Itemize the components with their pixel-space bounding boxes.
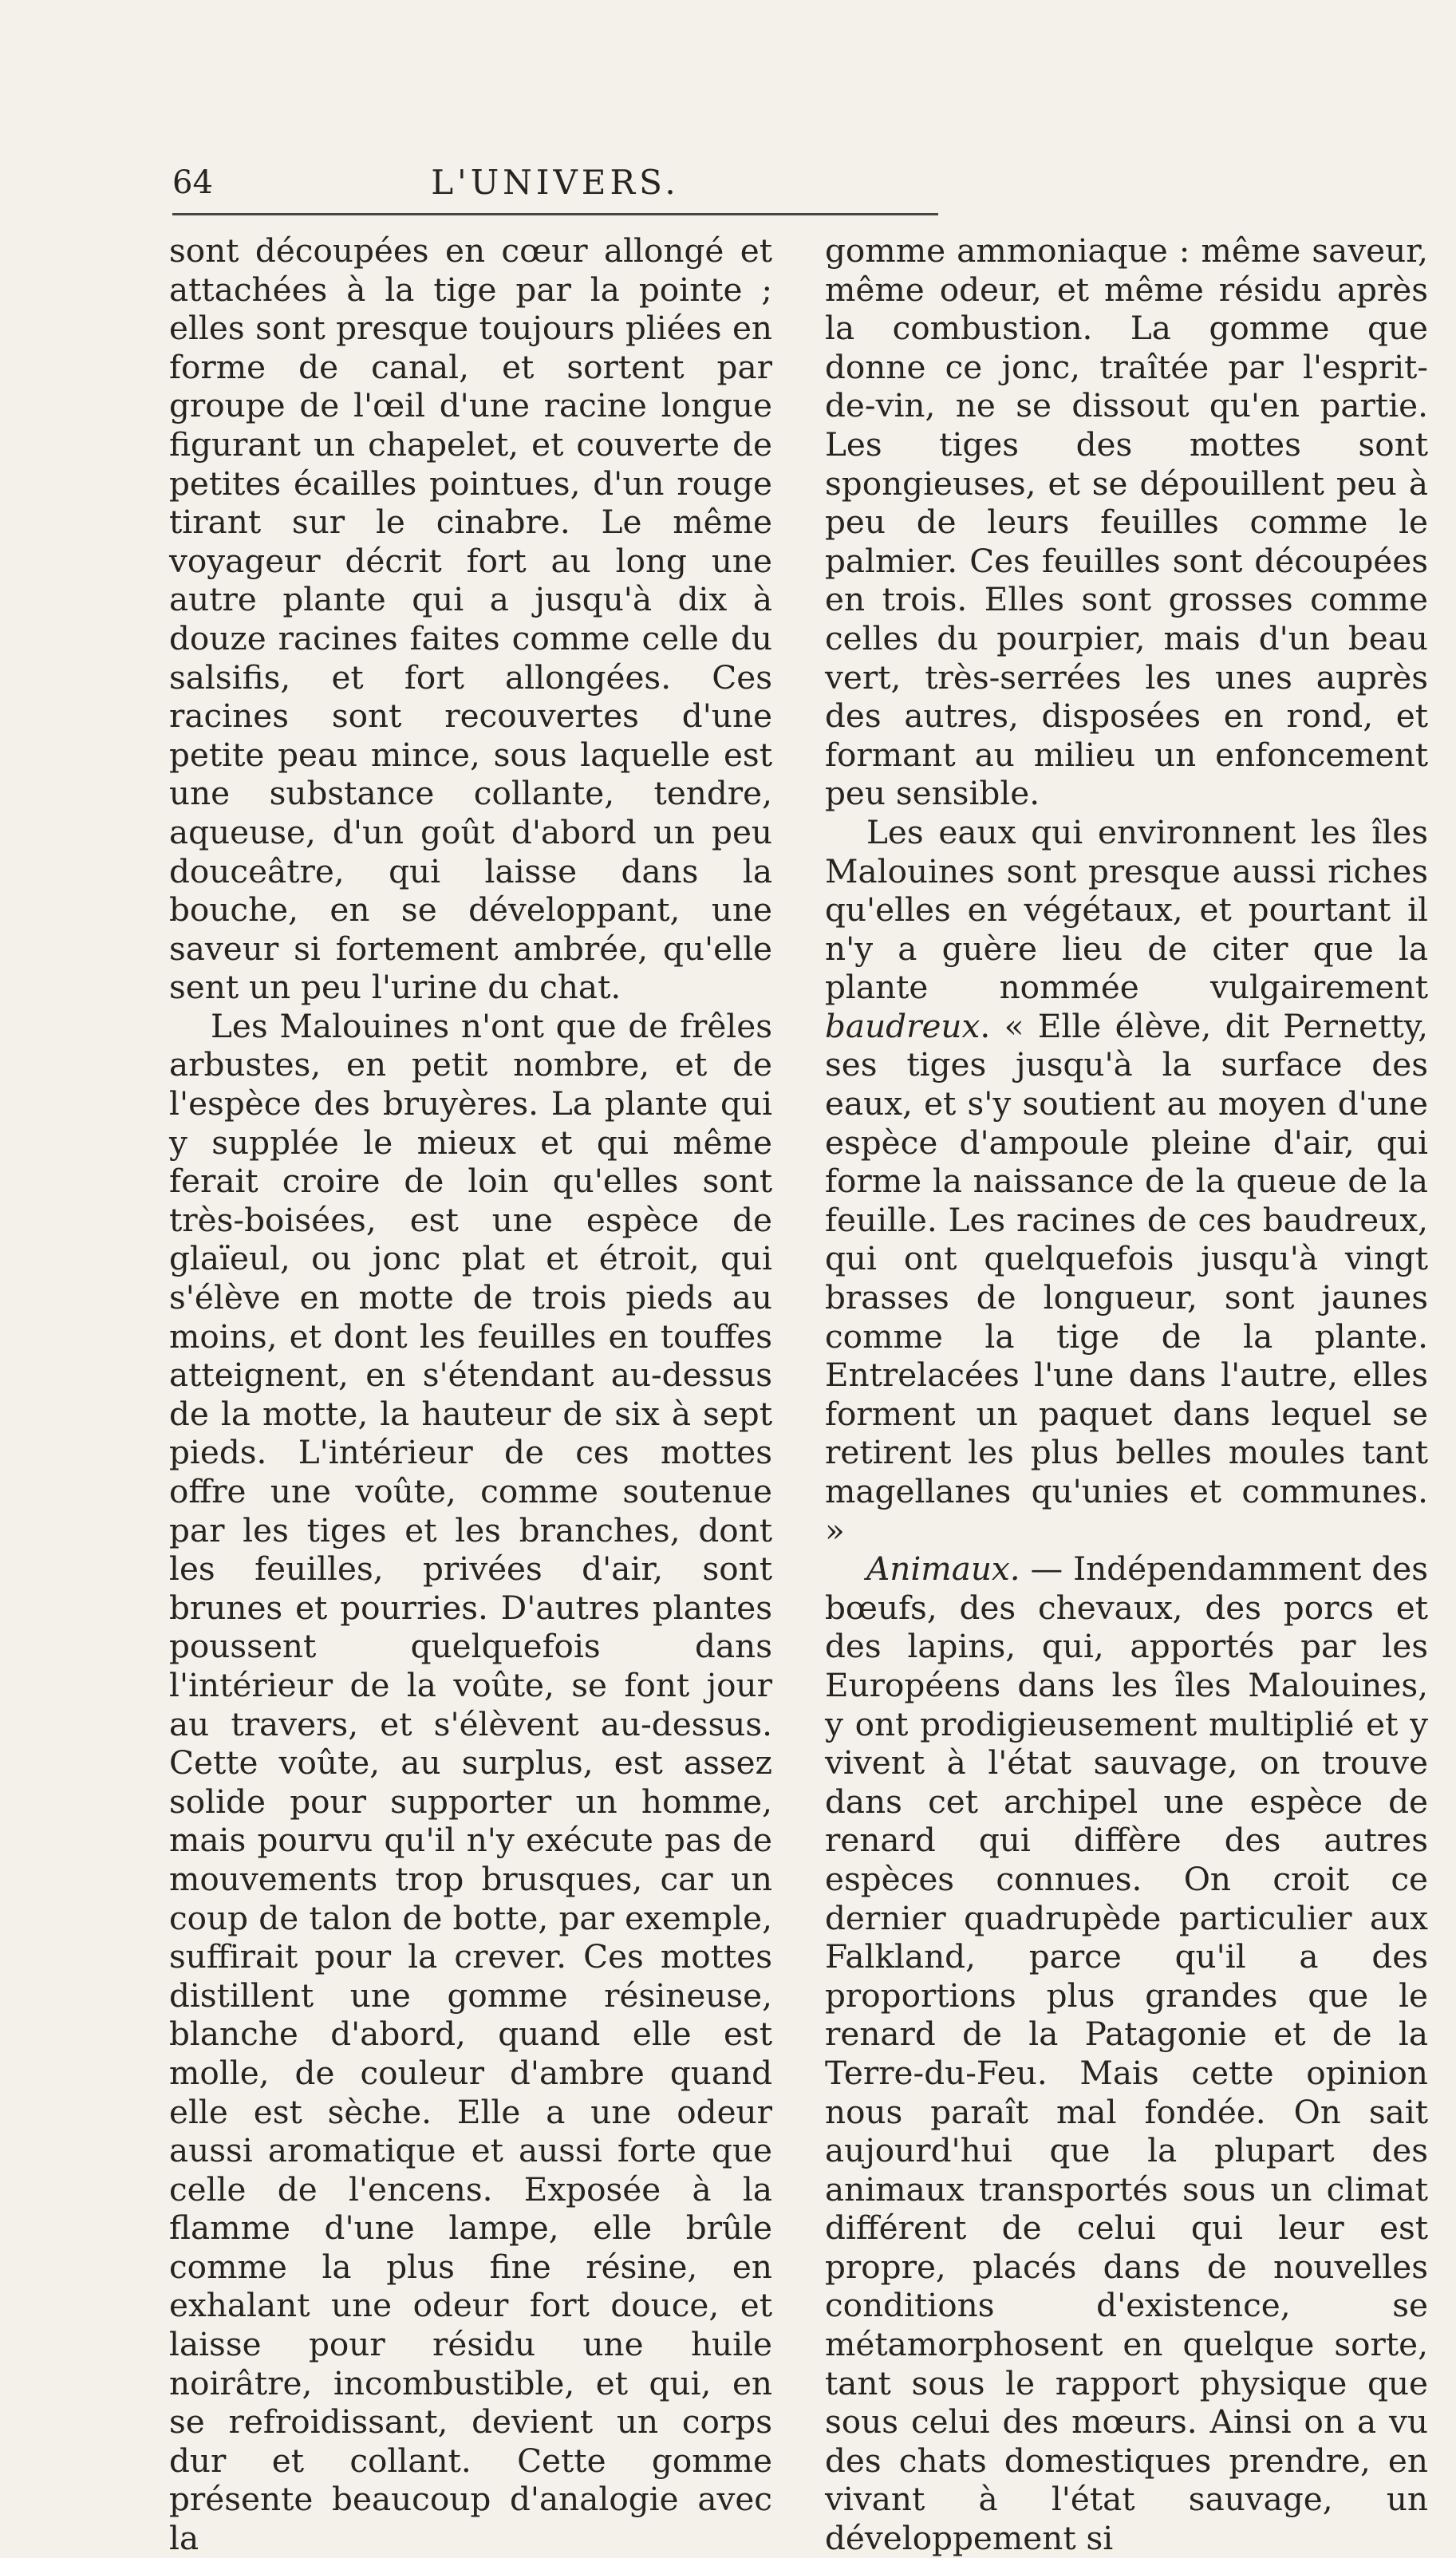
- italic-term: baudreux: [825, 1006, 981, 1045]
- paragraph: gomme ammoniaque : même saveur, même odeur, et même résidu après la combustion. La gomme que donne ce jonc, traîtée par l'esprit-de-vin, ne se dissout qu'en partie. Les tiges des mottes sont spongieuses, et se dépouillent peu à peu de leurs feuilles comme le palmier. Ces feuilles sont découpées en trois. Elles sont grosses comme celles du pourpier, mais d'un beau vert, très-serrées les unes auprès des autres, disposées en rond, et formant au milieu un enfoncement peu sensible.: [825, 231, 1428, 813]
- paragraph-text: Les eaux qui environnent les îles Malouines sont presque aussi riches qu'elles en végétaux, et pourtant il n'y a guère lieu de citer que la plante nommée vulgairement: [825, 812, 1428, 1007]
- section-lead: Animaux.: [866, 1549, 1020, 1589]
- paragraph-text: . « Elle élève, dit Pernetty, ses tiges jusqu'à la surface des eaux, et s'y soutient au moyen d'une espèce d'ampoule pleine d'air, qui forme la naissance de la queue de la feuille. Les racines de ces baudreux, qui ont quelquefois jusqu'à vingt brasses de longueur, sont jaunes comme la tige de la plante. Entrelacées l'une dans l'autre, elles forment un paquet dans lequel se retirent les plus belles moules tant magellanes qu'unies et communes. »: [825, 1006, 1428, 1549]
- paragraph: [825, 1549, 1428, 2557]
- page-header: [172, 165, 938, 215]
- paragraph: [825, 813, 1428, 1549]
- right-column: [825, 231, 1428, 2558]
- paragraph: sont découpées en cœur allongé et attachées à la tige par la pointe ; elles sont presque toujours pliées en forme de canal, et sortent par groupe de l'œil d'une racine longue figurant un chapelet, et couverte de petites écailles pointues, d'un rouge tirant sur le cinabre. Le même voyageur décrit fort au long une autre plante qui a jusqu'à dix à douze racines faites comme celle du salsifis, et fort allongées. Ces racines sont recouvertes d'une petite peau mince, sous laquelle est une substance collante, tendre, aqueuse, d'un goût d'abord un peu douceâtre, qui laisse dans la bouche, en se développant, une saveur si fortement ambrée, qu'elle sent un peu l'urine du chat.: [169, 231, 772, 1007]
- page-number: 64: [172, 164, 213, 201]
- paragraph-text: — Indépendamment des bœufs, des chevaux, des porcs et des lapins, qui, apportés par les Européens dans les îles Malouines, y ont prodigieusement multiplié et y vivent à l'état sauvage, on trouve dans cet archipel une espèce de renard qui diffère des autres espèces connues. On croit ce dernier quadrupède particulier aux Falkland, parce qu'il a des proportions plus grandes que le renard de la Patagonie et de la Terre-du-Feu. Mais cette opinion nous paraît mal fondée. On sait aujourd'hui que la plupart des animaux transportés sous un climat différent de celui qui leur est propre, placés dans de nouvelles conditions d'existence, se métamorphosent en quelque sorte, tant sous le rapport physique que sous celui des mœurs. Ainsi on a vu des chats domestiques prendre, en vivant à l'état sauvage, un développement si: [825, 1549, 1428, 2558]
- running-title: L'UNIVERS.: [431, 163, 680, 202]
- left-column: [169, 231, 772, 2558]
- paragraph: Les Malouines n'ont que de frêles arbustes, en petit nombre, et de l'espèce des bruyères. La plante qui y supplée le mieux et qui même ferait croire de loin qu'elles sont très-boisées, est une espèce de glaïeul, ou jonc plat et étroit, qui s'élève en motte de trois pieds au moins, et dont les feuilles en touffes atteignent, en s'étendant au-dessus de la motte, la hauteur de six à sept pieds. L'intérieur de ces mottes offre une voûte, comme soutenue par les tiges et les branches, dont les feuilles, privées d'air, sont brunes et pourries. D'autres plantes poussent quelquefois dans l'intérieur de la voûte, se font jour au travers, et s'élèvent au-dessus. Cette voûte, au surplus, est assez solide pour supporter un homme, mais pourvu qu'il n'y exécute pas de mouvements trop brusques, car un coup de talon de botte, par exemple, suffirait pour la crever. Ces mottes distillent une gomme résineuse, blanche d'abord, quand elle est molle, de couleur d'ambre quand elle est sèche. Elle a une odeur aussi aromatique et aussi forte que celle de l'encens. Exposée à la flamme d'une lampe, elle brûle comme la plus fine résine, en exhalant une odeur fort douce, et laisse pour résidu une huile noirâtre, incombustible, et qui, en se refroidissant, devient un corps dur et collant. Cette gomme présente beaucoup d'analogie avec la: [169, 1006, 772, 2558]
